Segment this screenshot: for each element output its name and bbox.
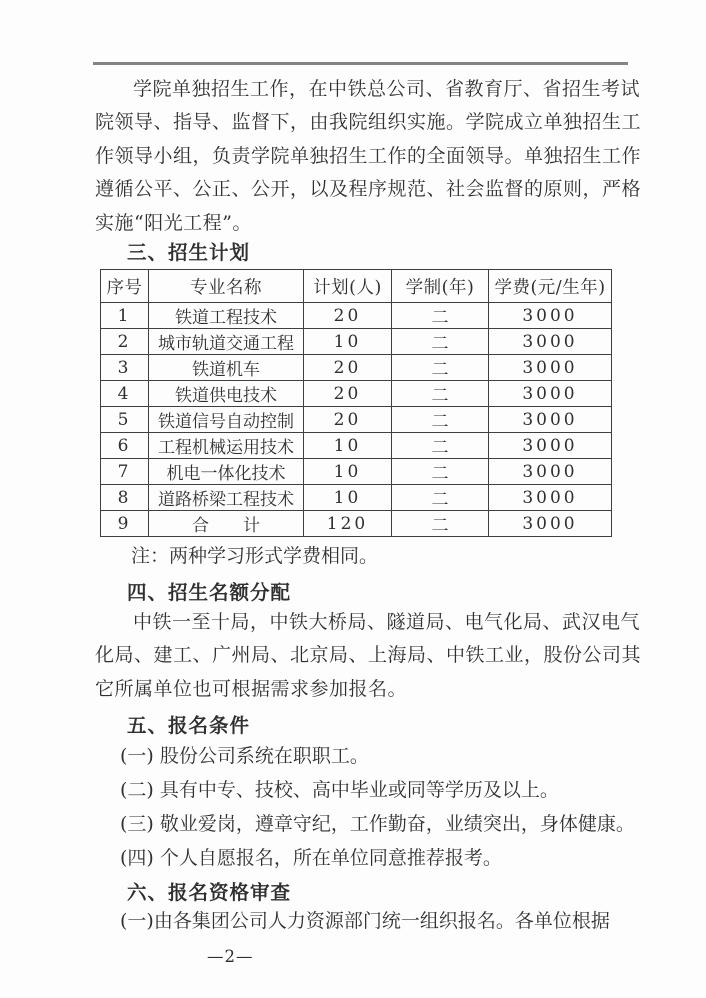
table-cell: 4 [101,381,149,407]
table-cell: 二 [392,433,489,459]
table-row [101,459,612,485]
section-4-paragraph [95,606,642,706]
paragraph-line: 化局、建工、广州局、北京局、上海局、中铁工业，股份公司其 [95,644,642,667]
table-cell: 二 [392,329,489,355]
table-cell: 3000 [489,303,612,329]
table-cell: 3000 [489,459,612,485]
table-cell: 1 [101,303,149,329]
table-cell: 3000 [489,485,612,511]
table-cell: 合 计 [149,511,304,537]
document-content [0,73,706,966]
header-rule [93,62,628,65]
table-cell: 3000 [489,407,612,433]
paragraph-line: 学院单独招生工作，在中铁总公司、省教育厅、省招生考试 [133,78,641,100]
table-cell: 道路桥梁工程技术 [149,485,304,511]
paragraph-line: 遵循公平、公正、公开，以及程序规范、社会监督的原则，严格 [95,178,642,201]
table-note: 注：两种学习形式学费相同。 [131,545,379,568]
paragraph-line: 作领导小组，负责学院单独招生工作的全面领导。单独招生工作 [95,144,642,167]
table-cell: 二 [392,355,489,381]
paragraph-line: 实施“阳光工程”。 [95,211,252,234]
table-cell: 3 [101,355,149,381]
section-6-heading: 六、报名资格审查 [127,881,292,905]
table-cell: 7 [101,459,149,485]
table-cell: 3000 [489,355,612,381]
paragraph-line: 它所属单位也可根据需求参加报名。 [95,677,408,700]
paragraph-line: 院领导、指导、监督下，由我院组织实施。学院成立单独招生工 [95,111,642,134]
intro-paragraph [95,73,642,240]
table-cell: 20 [304,381,392,407]
requirement-item: (四) 个人自愿报名，所在单位同意推荐报考。 [120,847,502,870]
table-cell: 二 [392,407,489,433]
table-header-cell: 序号 [101,270,149,303]
table-header-cell: 学费(元/生年) [489,270,612,303]
requirement-item: (一) 股份公司系统在职职工。 [120,745,369,768]
table-cell: 铁道供电技术 [149,381,304,407]
table-row [101,511,612,537]
table-cell: 3000 [489,329,612,355]
table-cell: 铁道工程技术 [149,303,304,329]
table-cell: 铁道机车 [149,355,304,381]
table-row [101,433,612,459]
table-cell: 二 [392,511,489,537]
table-row [101,485,612,511]
table-cell: 6 [101,433,149,459]
table-row [101,329,612,355]
table-row [101,407,612,433]
table-cell: 二 [392,459,489,485]
table-cell: 10 [304,485,392,511]
table-cell: 铁道信号自动控制 [149,407,304,433]
table-cell: 2 [101,329,149,355]
table-cell: 20 [304,355,392,381]
table-header-cell: 专业名称 [149,270,304,303]
table-cell: 10 [304,433,392,459]
table-row [101,381,612,407]
table-header-cell: 学制(年) [392,270,489,303]
section-3-heading: 三、招生计划 [127,241,251,265]
table-cell: 3000 [489,381,612,407]
table-header-cell: 计划(人) [304,270,392,303]
table-cell: 10 [304,329,392,355]
table-cell: 10 [304,459,392,485]
table-cell: 20 [304,407,392,433]
table-cell: 城市轨道交通工程 [149,329,304,355]
requirement-item: (一)由各集团公司人力资源部门统一组织报名。各单位根据 [120,910,610,933]
enrollment-plan-table [100,269,612,537]
table-row [101,303,612,329]
table-cell: 8 [101,485,149,511]
table-cell: 9 [101,511,149,537]
table-cell: 20 [304,303,392,329]
section-5-heading: 五、报名条件 [127,714,251,738]
section-6-items [95,906,635,937]
paragraph-line: 中铁一至十局，中铁大桥局、隧道局、电气化局、武汉电气 [133,611,641,634]
requirement-item: (三) 敬业爱岗，遵章守纪，工作勤奋，业绩突出，身体健康。 [120,813,635,836]
table-cell: 120 [304,511,392,537]
table-row [101,355,612,381]
section-4-heading: 四、招生名额分配 [127,581,292,605]
table-cell: 机电一体化技术 [149,459,304,485]
table-header-row [101,270,612,303]
page-number: —2— [207,947,254,967]
table-cell: 5 [101,407,149,433]
requirement-item: (二) 具有中专、技校、高中毕业或同等学历及以上。 [120,779,559,802]
table-cell: 3000 [489,511,612,537]
table-cell: 3000 [489,433,612,459]
section-5-items [95,739,635,875]
table-cell: 工程机械运用技术 [149,433,304,459]
table-cell: 二 [392,485,489,511]
table-cell: 二 [392,303,489,329]
table-cell: 二 [392,381,489,407]
